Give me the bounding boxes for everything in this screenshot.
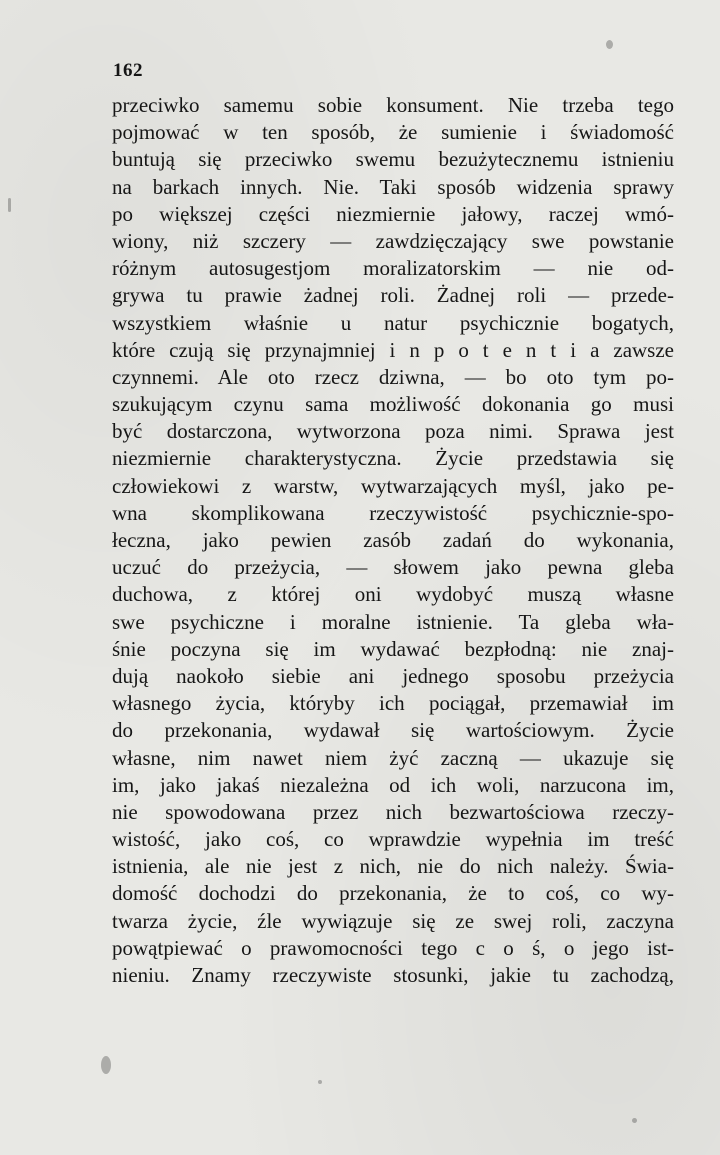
text-line: po większej części niezmiernie jałowy, raczej wmó- [112, 201, 674, 226]
text-line: buntują się przeciwko swemu bezużytecznemu istnieniu [112, 147, 674, 172]
text-line: szukującym czynu sama możliwość dokonania go musi [112, 392, 674, 417]
text-line: niezmiernie charakterystyczna. Życie przedstawia się [112, 446, 674, 471]
body-text [112, 92, 674, 989]
text-line: twarza życie, źle wywiązuje się ze swej roli, zaczyna [112, 908, 674, 933]
scan-speck [8, 198, 11, 212]
scan-speck [101, 1056, 111, 1074]
text-line: czynnemi. Ale oto rzecz dziwna, — bo oto tym po- [112, 364, 674, 389]
text-line: duchowa, z której oni wydobyć muszą własne [112, 582, 674, 607]
text-line: własnego życia, któryby ich pociągał, przemawiał im [112, 691, 674, 716]
scan-speck [606, 40, 613, 49]
text-line: do przekonania, wydawał się wartościowym. Życie [112, 718, 674, 743]
page-number: 162 [113, 60, 143, 81]
text-line: być dostarczona, wytworzona poza nimi. Sprawa jest [112, 419, 674, 444]
text-line: im, jako jakaś niezależna od ich woli, narzucona im, [112, 772, 674, 797]
text-line: nie spowodowana przez nich bezwartościowa rzeczy- [112, 799, 674, 824]
text-line: łeczna, jako pewien zasób zadań do wykonania, [112, 528, 674, 552]
text-line: pojmować w ten sposób, że sumienie i świadomość [112, 120, 674, 145]
text-line: wiony, niż szczery — zawdzięczający swe powstanie [112, 228, 674, 253]
scan-speck [632, 1118, 637, 1123]
text-line: swe psychiczne i moralne istnienie. Ta gleba wła- [112, 609, 674, 634]
text-line: na barkach innych. Nie. Taki sposób widzenia sprawy [112, 174, 674, 199]
text-line: domość dochodzi do przekonania, że to coś, co wy- [112, 881, 674, 906]
text-line: śnie poczyna się im wydawać bezpłodną: nie znaj- [112, 636, 674, 661]
text-line: powątpiewać o prawomocności tego c o ś, o jego ist- [112, 935, 674, 960]
text-line: istnienia, ale nie jest z nich, nie do nich należy. Świa- [112, 854, 674, 879]
text-line: wistość, jako coś, co wprawdzie wypełnia im treść [112, 827, 674, 852]
text-line: przeciwko samemu sobie konsument. Nie trzeba tego [112, 93, 674, 117]
text-line: wszystkiem właśnie u natur psychicznie bogatych, [112, 310, 674, 335]
text-line: grywa tu prawie żadnej roli. Żadnej roli — przede- [112, 283, 674, 308]
text-line: uczuć do przeżycia, — słowem jako pewna gleba [112, 555, 674, 580]
text-line: nieniu. Znamy rzeczywiste stosunki, jakie tu zachodzą, [112, 963, 674, 987]
scan-speck [318, 1080, 322, 1084]
text-line: różnym autosugestjom moralizatorskim — nie od- [112, 256, 674, 281]
text-line: dują naokoło siebie ani jednego sposobu przeżycia [112, 663, 674, 688]
text-line: wna skomplikowana rzeczywistość psychicznie-spo- [112, 500, 674, 525]
text-line: człowiekowi z warstw, wytwarzających myśl, jako pe- [112, 473, 674, 498]
text-line: własne, nim nawet niem żyć zaczną — ukazuje się [112, 745, 674, 770]
text-line: które czują się przynajmniej i n p o t e n t i a zawsze [112, 337, 674, 362]
